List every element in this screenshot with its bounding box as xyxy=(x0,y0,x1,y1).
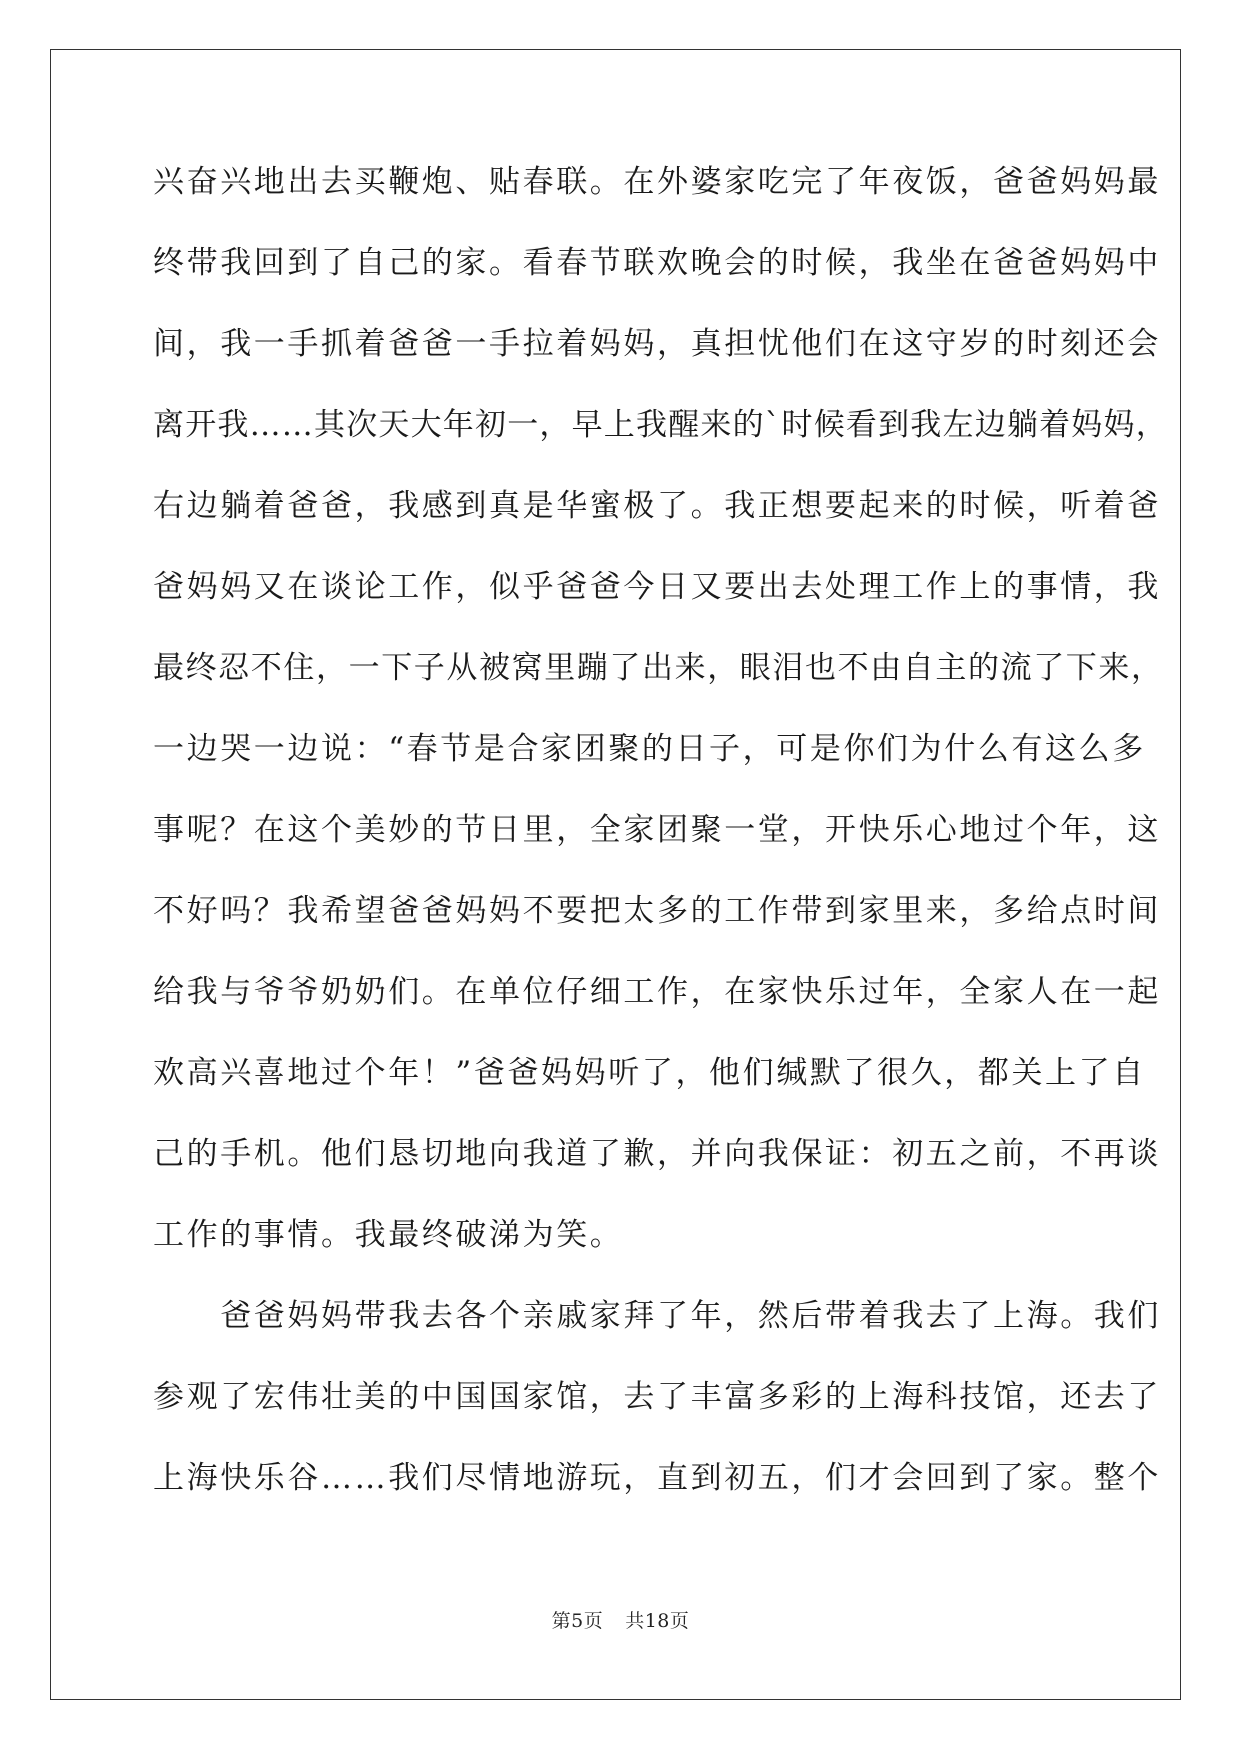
text-line: 离开我……其次天大年初一，早上我醒来的`时候看到我左边躺着妈妈， xyxy=(153,407,1168,443)
text-line: 不好吗？我希望爸爸妈妈不要把太多的工作带到家里来，多给点时间 xyxy=(153,893,1161,929)
text-line: 给我与爷爷奶奶们。在单位仔细工作，在家快乐过年，全家人在一起 xyxy=(153,974,1161,1010)
text-line: 右边躺着爸爸，我感到真是华蜜极了。我正想要起来的时候，听着爸 xyxy=(153,488,1161,524)
text-line: 间，我一手抓着爸爸一手拉着妈妈，真担忧他们在这守岁的时刻还会 xyxy=(153,326,1161,362)
text-line: 兴奋兴地出去买鞭炮、贴春联。在外婆家吃完了年夜饭，爸爸妈妈最 xyxy=(153,164,1161,200)
text-line: 欢高兴喜地过个年！”爸爸妈妈听了，他们缄默了很久，都关上了自 xyxy=(153,1055,1146,1091)
text-line: 最终忍不住，一下子从被窝里蹦了出来，眼泪也不由自主的流了下来， xyxy=(153,650,1164,686)
text-line: 爸妈妈又在谈论工作，似乎爸爸今日又要出去处理工作上的事情，我 xyxy=(153,569,1161,605)
document-body xyxy=(153,152,1168,1529)
text-line: 工作的事情。我最终破涕为笑。 xyxy=(153,1217,624,1253)
page-number: 第5页 xyxy=(551,1610,604,1632)
text-line: 上海快乐谷……我们尽情地游玩，直到初五，们才会回到了家。整个 xyxy=(153,1460,1161,1496)
text-line: 终带我回到了自己的家。看春节联欢晚会的时候，我坐在爸爸妈妈中 xyxy=(153,245,1161,281)
text-line: 参观了宏伟壮美的中国国家馆，去了丰富多彩的上海科技馆，还去了 xyxy=(153,1379,1161,1415)
text-line: 一边哭一边说：“春节是合家团聚的日子，可是你们为什么有这么多 xyxy=(153,731,1146,767)
page-footer xyxy=(0,1606,1241,1633)
text-line: 事呢？在这个美妙的节日里，全家团聚一堂，开快乐心地过个年，这 xyxy=(153,812,1161,848)
text-line: 己的手机。他们恳切地向我道了歉，并向我保证：初五之前，不再谈 xyxy=(153,1136,1161,1172)
page-total: 共18页 xyxy=(625,1610,690,1632)
paragraph-start-line: 爸爸妈妈带我去各个亲戚家拜了年，然后带着我去了上海。我们 xyxy=(153,1298,1161,1334)
